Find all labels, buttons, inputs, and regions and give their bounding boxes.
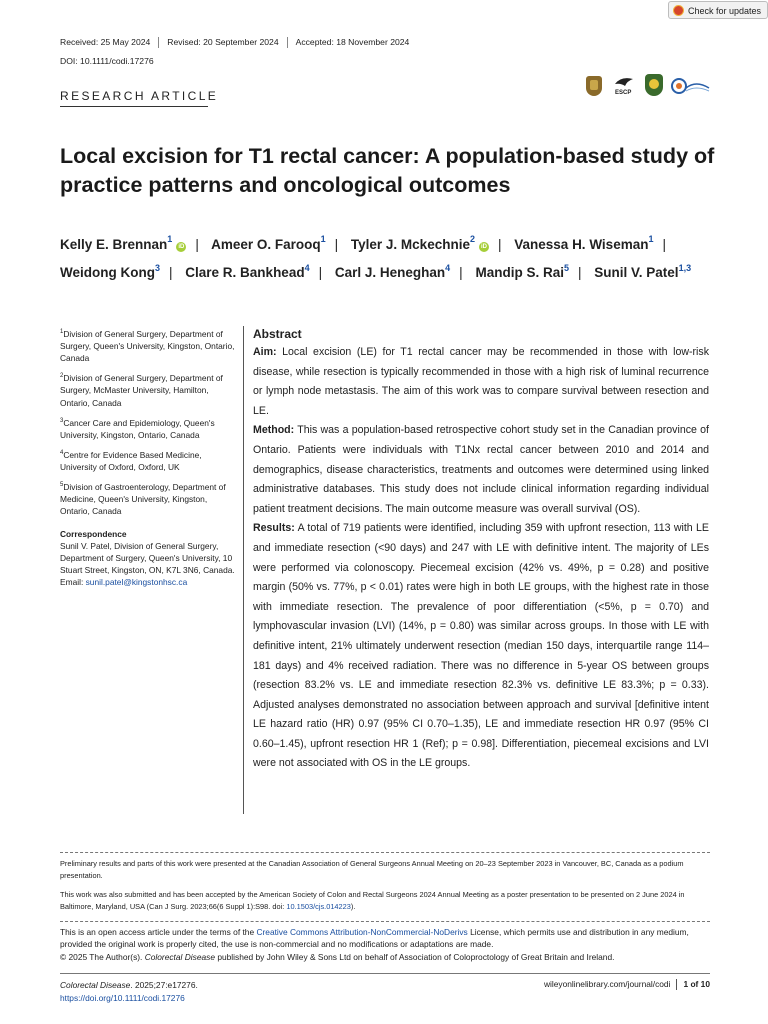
divider bbox=[158, 37, 159, 48]
author[interactable]: Weidong Kong$^3$ bbox=[60, 262, 160, 280]
partner-logo bbox=[670, 76, 710, 96]
journal-citation: Colorectal Disease. 2025;27:e17276. https://doi.org/10.1111/codi.17276 bbox=[60, 980, 198, 1003]
abstract-heading: Abstract bbox=[253, 327, 302, 341]
received-date: Received: 25 May 2024 bbox=[60, 37, 151, 47]
footnote-submission: This work was also submitted and has been accepted by the American Society of Colon and Rectal Surgeons 2024 Annual Meeting as a poster presentation to be presented on 2 June 2024 in Baltimore, Maryland, USA (Can J Surg. 2023;66(6 Suppl 1):S98. doi: 10.1503/cjs.014223). bbox=[60, 890, 685, 911]
abstract bbox=[253, 326, 709, 774]
author[interactable]: Kelly E. Brennan$^1$iD bbox=[60, 234, 185, 252]
society-crest-logo bbox=[645, 74, 663, 96]
author[interactable]: Clare R. Bankhead$^4$ bbox=[185, 262, 310, 280]
page-number: 1 of 10 bbox=[683, 979, 710, 989]
check-for-updates-button[interactable] bbox=[668, 1, 768, 19]
affiliation: $^3$Cancer Care and Epidemiology, Queen's University, Kingston, Ontario, Canada bbox=[60, 417, 215, 440]
author-list: Kelly E. Brennan$^1$iD | Ameer O. Farooq$^1$ | Tyler J. Mckechnie$^2$iD | Vanessa H. Wiseman$^1$ | Weidong Kong$^3$ | Clare R. Bankhead$^4$ | Carl J. Heneghan$^4$ | Mandip S. Rai$^5$ | Sunil V. Patel$^{1,3}$ bbox=[60, 234, 692, 280]
correspondence-text: Sunil V. Patel, Division of General Surgery, Department of Surgery, Queen's University, 10 Stuart Street, Kingston, ON, K7L 3N6, Canada. Email: sunil.patel@kingstonhsc.ca bbox=[60, 540, 235, 588]
affiliation: $^5$Division of Gastroenterology, Department of Medicine, Queen's University, Kingston, Ontario, Canada bbox=[60, 482, 226, 517]
orcid-icon[interactable]: iD bbox=[178, 243, 185, 250]
affiliations bbox=[60, 326, 238, 589]
article-dates bbox=[60, 37, 409, 48]
author[interactable]: Mandip S. Rai$^5$ bbox=[475, 262, 569, 280]
acpgbi-logo bbox=[586, 76, 602, 96]
doi: DOI: 10.1111/codi.17276 bbox=[60, 56, 154, 66]
abstract-method: Method: This was a population-based retrospective cohort study set in the Canadian province of Ontario. Patients were individuals with T1Nx rectal cancer between 2010 and 2014 and demographics, disease characteristics, treatments and outcomes were determined using linked administrative databases. This study does not include clinical information regarding individual patient treatment decisions. The main outcome measure was overall survival (OS). bbox=[253, 424, 709, 515]
divider bbox=[676, 979, 677, 990]
footnote-presentation: Preliminary results and parts of this work were presented at the Canadian Association of General Surgeons Annual Meeting on 20–23 September 2023 in Vancouver, BC, Canada as a podium presentation. bbox=[60, 859, 684, 880]
footnote-doi-link[interactable]: 10.1503/cjs.014223 bbox=[286, 901, 351, 911]
correspondence-heading: Correspondence bbox=[60, 528, 127, 539]
author[interactable]: Carl J. Heneghan$^4$ bbox=[334, 262, 451, 280]
footer-rule bbox=[60, 973, 710, 974]
author[interactable]: Vanessa H. Wiseman$^1$ bbox=[514, 234, 654, 252]
author[interactable]: Tyler J. Mckechnie$^2$iD bbox=[350, 234, 487, 252]
abstract-aim: Aim: Local excision (LE) for T1 rectal cancer may be recommended in those with low-risk disease, while resection is typically recommended in those with a high risk of luminal recurrence or lymph node metastasis. The aim of this work was to compare survival between resection and LE. bbox=[253, 346, 709, 417]
article-title: Local excision for T1 rectal cancer: A population-based study of practice patterns and oncological outcomes bbox=[60, 144, 715, 197]
license-rule bbox=[60, 921, 710, 922]
escp-logo-text: ESCP bbox=[615, 90, 632, 96]
abstract-results: Results: A total of 719 patients were identified, including 359 with upfront resection, 113 with LE and immediate resection (<90 days) and 247 with LE with definitive intent. The majority of LEs were performed via colonoscopy. Piecemeal excision (42% vs. 49%, p = 0.28) and positive margin (50% vs. 77%, p < 0.01) rates were high in both LE groups, with the highest rate in those with immediate resection. The prevalence of poor differentiation (<5%, p = 0.70) and lymphovascular invasion (LVI) (14%, p = 0.80) was similar across groups. In those with LE with definitive intent, 21% ultimately underwent resection (median 150 days, interquartile range 114–181 days) and 4% received radiation. There was no difference in 5-year OS between groups (resection 83.2% vs. LE and immediate resection 82.3% vs. definitive LE 83.3%; p = 0.33). Adjusted analyses demonstrated no association between approach and survival [definitive intent LE hazard ratio (HR) 0.97 (95% CI 0.70–1.35), LE and immediate resection HR 0.97 (95% CI 0.60–1.45), upfront resection HR 1 (Ref); p = 0.98]. Differentiation, piecemeal excisions and LVI were not associated with OS in the LE groups. bbox=[253, 522, 710, 770]
footer-right bbox=[490, 979, 710, 990]
divider bbox=[287, 37, 288, 48]
article-type-rule bbox=[60, 106, 208, 107]
revised-date: Revised: 20 September 2024 bbox=[167, 37, 279, 47]
orcid-icon[interactable]: iD bbox=[480, 243, 487, 250]
affiliation: $^4$Centre for Evidence Based Medicine, University of Oxford, Oxford, UK bbox=[60, 449, 202, 473]
license-text: This is an open access article under the terms of the Creative Commons Attribution-NonCommercial-NoDerivs License, which permits use and distribution in any medium, provided the original work is properly cited, the use is non-commercial and no modifications or adaptations are made. © 2025 The Author(s). Colorectal Disease published by John Wiley & Sons Ltd on behalf of Association of Coloproctology of Great Britain and Ireland. bbox=[60, 927, 689, 962]
crossmark-icon bbox=[673, 5, 684, 16]
accepted-date: Accepted: 18 November 2024 bbox=[295, 37, 410, 47]
check-for-updates-label: Check for updates bbox=[688, 6, 762, 16]
correspondence-email-link[interactable]: sunil.patel@kingstonhsc.ca bbox=[85, 577, 188, 588]
author[interactable]: Ameer O. Farooq$^1$ bbox=[211, 234, 326, 252]
license-link[interactable]: Creative Commons Attribution-NonCommercial-NoDerivs bbox=[256, 927, 468, 937]
affiliation: $^2$Division of General Surgery, Department of Surgery, McMaster University, Hamilton, Ontario, Canada bbox=[60, 373, 223, 408]
column-divider bbox=[243, 326, 244, 814]
escp-logo bbox=[613, 74, 635, 96]
article-doi-link[interactable]: https://doi.org/10.1111/codi.17276 bbox=[60, 992, 185, 1003]
article-type: RESEARCH ARTICLE bbox=[60, 89, 219, 103]
affiliation: $^1$Division of General Surgery, Department of Surgery, Queen's University, Kingston, Ontario, Canada bbox=[60, 328, 235, 364]
journal-site[interactable]: wileyonlinelibrary.com/journal/codi bbox=[543, 979, 671, 989]
author[interactable]: Sunil V. Patel$^{1,3}$ bbox=[594, 262, 692, 280]
footnote-rule bbox=[60, 852, 710, 853]
